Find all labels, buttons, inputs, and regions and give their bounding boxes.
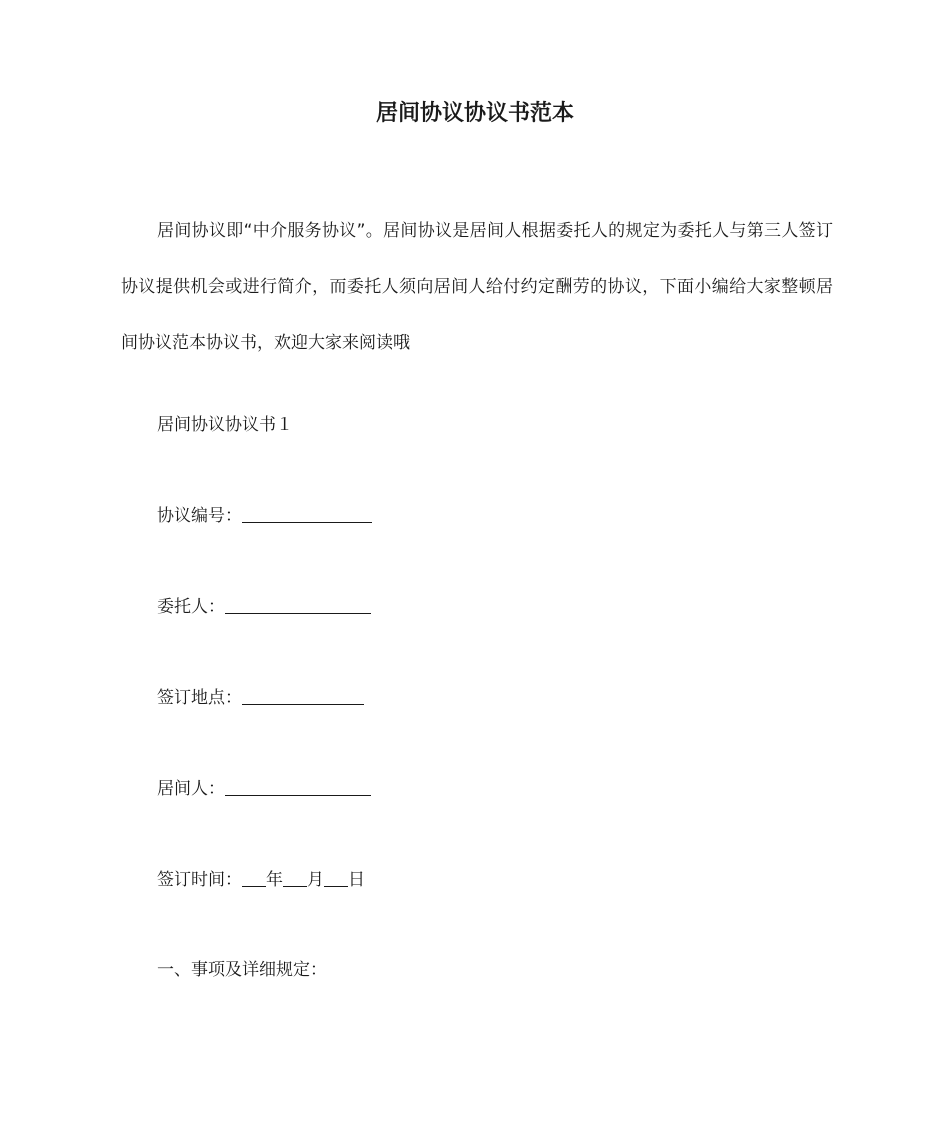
contract-number-label: 协议编号： <box>157 506 242 526</box>
contract-number-line <box>157 501 372 531</box>
signing-date-label: 签订时间： <box>157 870 242 890</box>
year-label: 年 <box>266 870 283 890</box>
broker-label: 居间人： <box>157 779 225 799</box>
client-line <box>157 592 371 622</box>
day-label: 日 <box>348 870 365 890</box>
signing-date-line <box>157 865 365 895</box>
signing-place-line <box>157 683 364 713</box>
broker-line <box>157 774 371 804</box>
client-label: 委托人： <box>157 597 225 617</box>
year-blank[interactable] <box>242 868 266 887</box>
item-heading: 一、事项及详细规定： <box>157 960 327 980</box>
month-blank[interactable] <box>283 868 307 887</box>
section-heading: 居间协议协议书１ <box>157 415 293 435</box>
client-blank[interactable] <box>225 595 371 614</box>
broker-blank[interactable] <box>225 777 371 796</box>
signing-place-label: 签订地点： <box>157 688 242 708</box>
signing-place-blank[interactable] <box>242 686 364 705</box>
contract-number-blank[interactable] <box>242 504 372 523</box>
document-title: 居间协议协议书范本 <box>375 101 574 126</box>
day-blank[interactable] <box>324 868 348 887</box>
intro-paragraph: 居间协议即“中介服务协议”。居间协议是居间人根据委托人的规定为委托人与第三人签订协议提供机会或进行简介，而委托人须向居间人给付约定酬劳的协议，下面小编给大家整顿居间协议范本协议书，欢迎大家来阅读哦 <box>121 221 833 353</box>
month-label: 月 <box>307 870 324 890</box>
